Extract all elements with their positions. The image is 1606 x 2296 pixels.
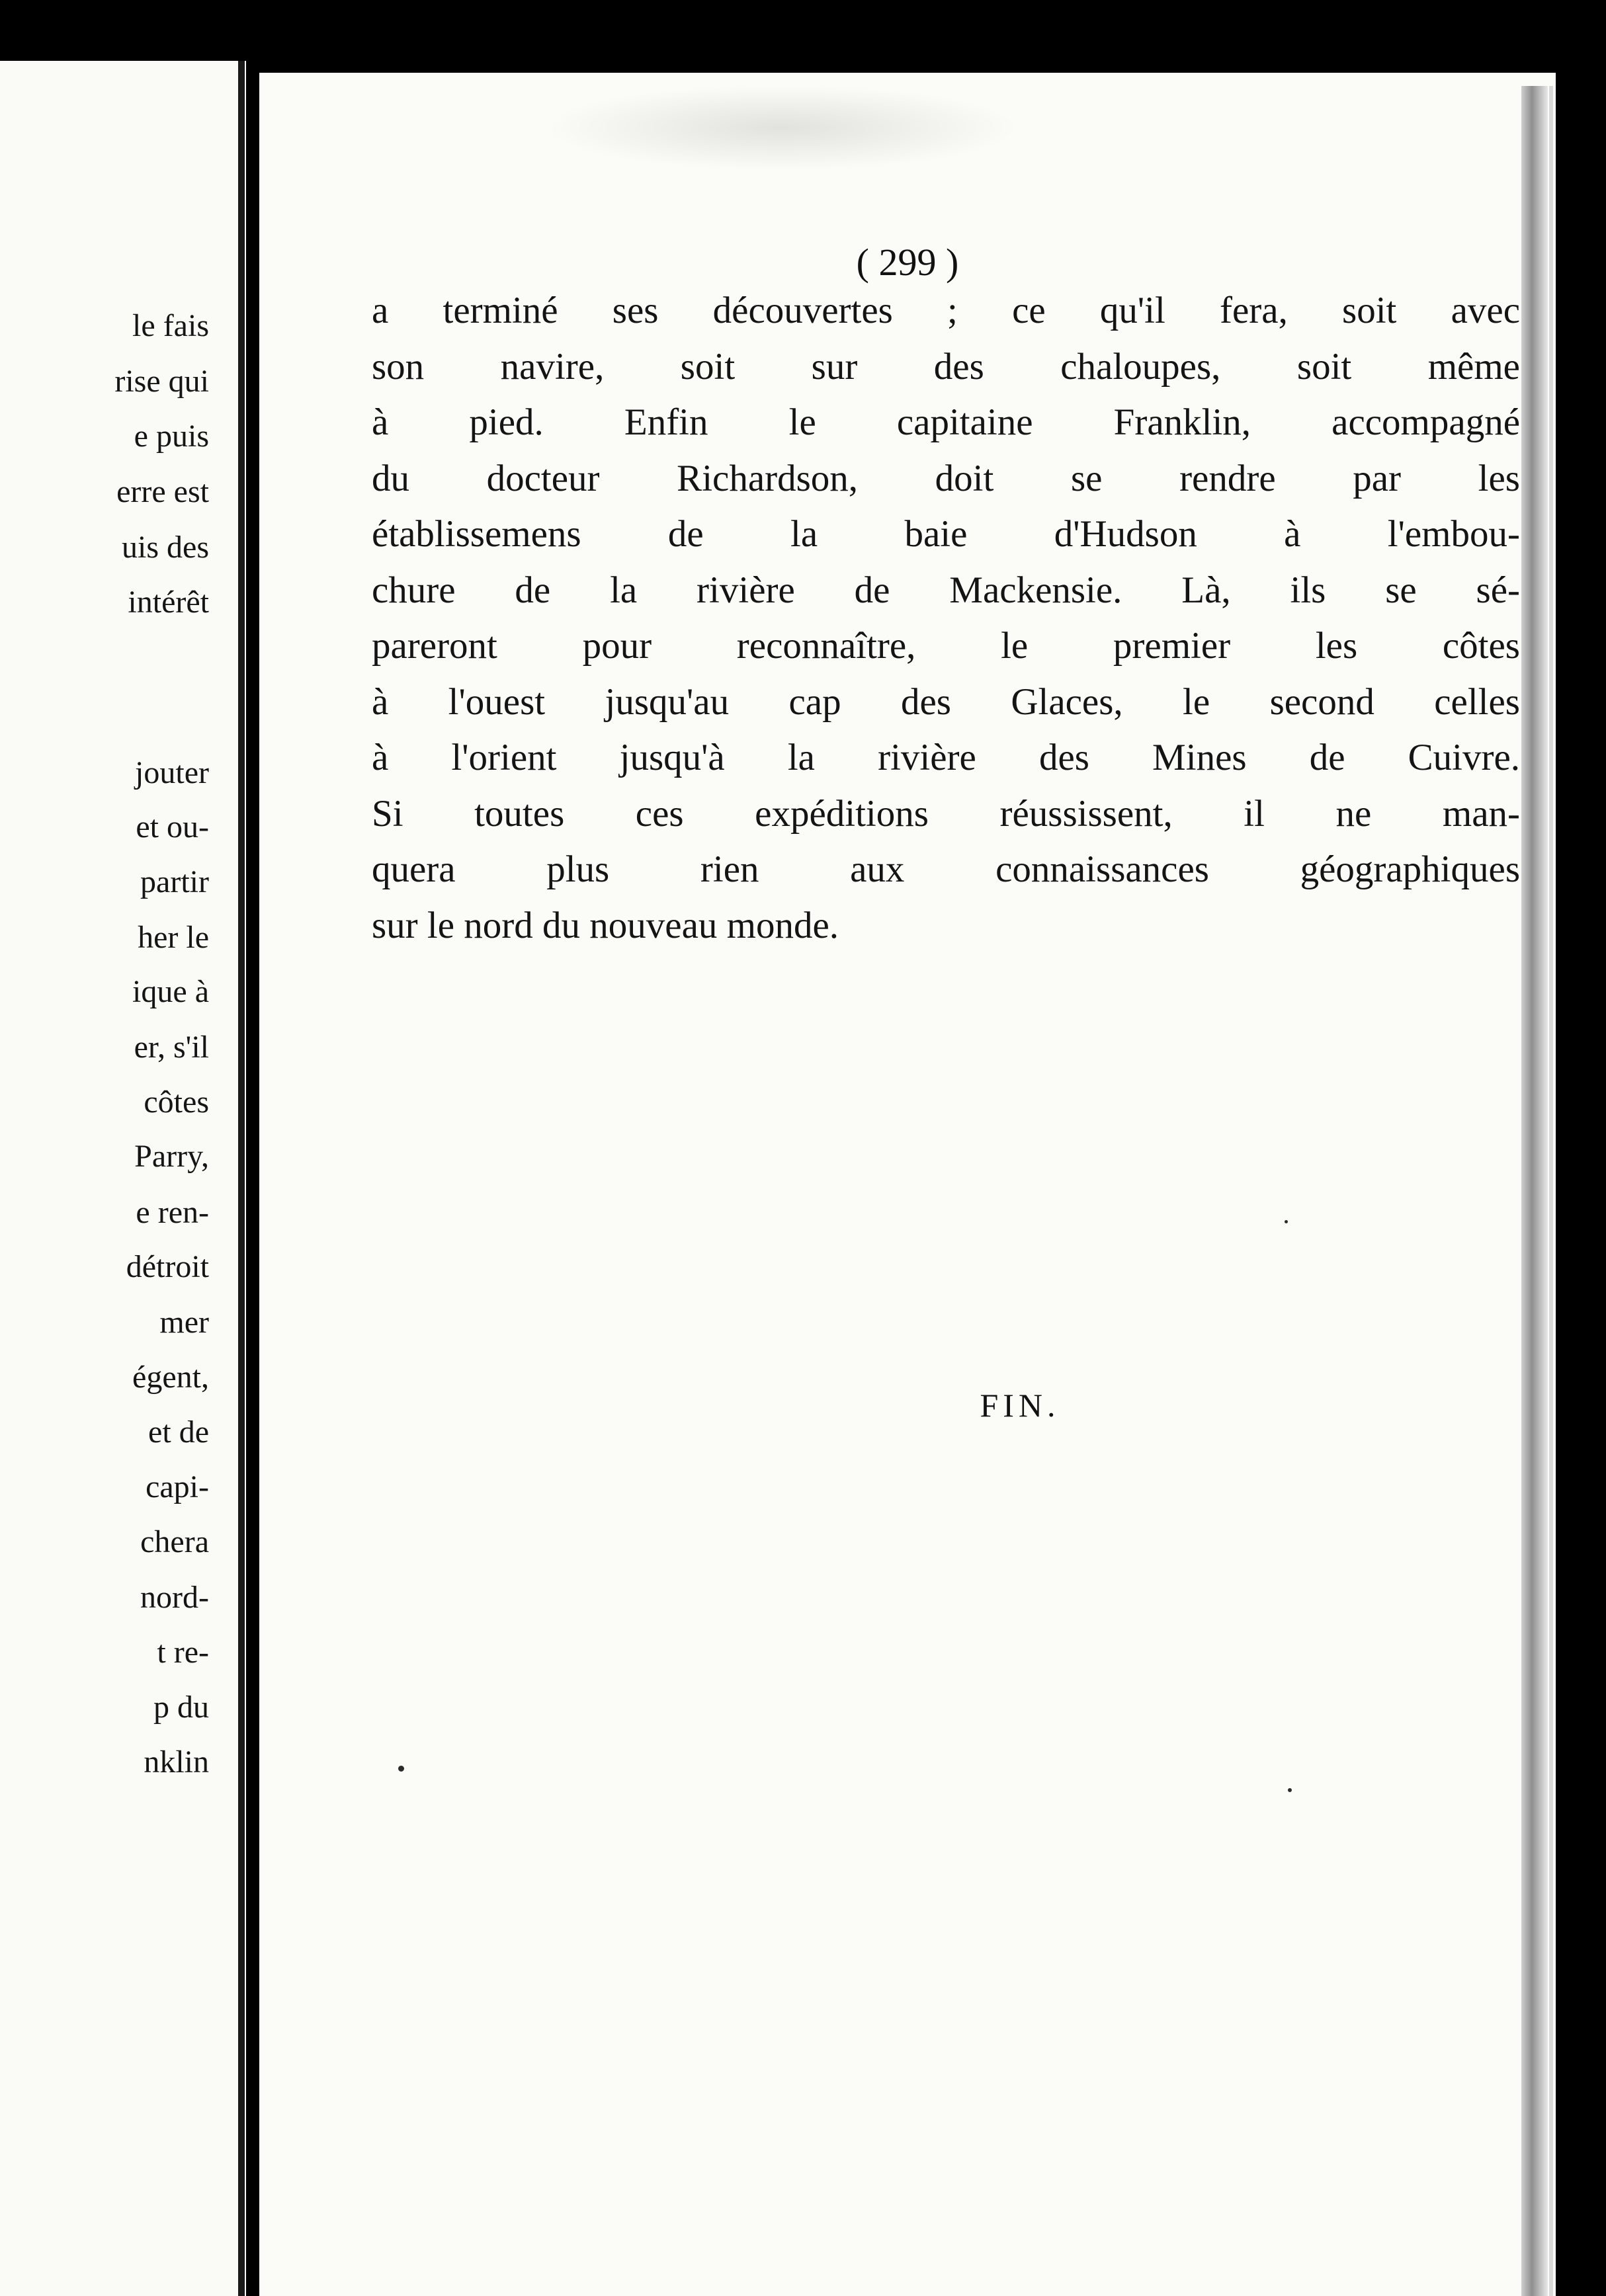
text-line: pareront pour reconnaître, le premier les côtes: [372, 625, 1520, 667]
page-edge-line: [1549, 86, 1553, 2296]
text-line: du docteur Richardson, doit se rendre par les: [372, 457, 1520, 499]
text-line: quera plus rien aux connaissances géographiques: [372, 848, 1520, 890]
left-line-fragment: mer: [159, 1305, 209, 1340]
ink-speck: [1285, 1220, 1288, 1223]
left-page-fragment: [0, 61, 246, 2296]
left-line-fragment: ique à: [132, 974, 209, 1009]
text-line: à pied. Enfin le capitaine Franklin, accompagné: [372, 401, 1520, 443]
left-line-fragment: côtes: [144, 1085, 209, 1120]
left-line-fragment: t re-: [157, 1635, 209, 1670]
left-line-fragment: Parry,: [134, 1139, 209, 1174]
left-line-fragment: nord-: [140, 1580, 209, 1615]
left-line-fragment: p du: [153, 1690, 209, 1725]
left-line-fragment: chera: [140, 1524, 209, 1559]
left-line-fragment: intérêt: [128, 585, 209, 620]
left-line-fragment: rise qui: [114, 364, 209, 399]
text-line: établissemens de la baie d'Hudson à l'embou-: [372, 513, 1520, 555]
right-page: [259, 73, 1556, 2296]
paper-stain: [544, 85, 1020, 171]
page-number: ( 299 ): [856, 241, 959, 284]
left-line-fragment: et de: [148, 1414, 209, 1450]
left-line-fragment: capi-: [146, 1469, 209, 1504]
left-line-fragment: er, s'il: [134, 1030, 209, 1065]
left-line-fragment: partir: [140, 864, 209, 899]
text-line: Si toutes ces expéditions réussissent, il ne man-: [372, 792, 1520, 835]
left-line-fragment: uis des: [122, 530, 209, 565]
text-line: sur le nord du nouveau monde.: [372, 904, 839, 946]
text-line: a terminé ses découvertes ; ce qu'il fera, soit avec: [372, 290, 1520, 331]
left-line-fragment: e ren-: [136, 1195, 209, 1230]
text-line: à l'ouest jusqu'au cap des Glaces, le second celles: [372, 680, 1520, 723]
ink-speck: [1288, 1788, 1292, 1792]
left-line-fragment: nklin: [144, 1744, 209, 1780]
ink-speck: [398, 1766, 404, 1772]
left-line-fragment: erre est: [116, 474, 209, 509]
page-gutter: [238, 61, 245, 2296]
page-edge: [1521, 86, 1548, 2296]
end-mark: FIN.: [980, 1387, 1060, 1424]
left-line-fragment: et ou-: [136, 809, 209, 844]
left-line-fragment: détroit: [126, 1249, 209, 1284]
text-line: à l'orient jusqu'à la rivière des Mines de Cuivre.: [372, 737, 1520, 778]
left-line-fragment: égent,: [132, 1360, 209, 1395]
text-line: chure de la rivière de Mackensie. Là, ils se sé-: [372, 569, 1520, 611]
left-line-fragment: le fais: [132, 308, 209, 343]
left-line-fragment: her le: [138, 920, 209, 955]
text-line: son navire, soit sur des chaloupes, soit même: [372, 345, 1520, 388]
left-line-fragment: jouter: [135, 755, 209, 790]
body-paragraph: [372, 283, 1520, 954]
left-line-fragment: e puis: [134, 419, 209, 454]
